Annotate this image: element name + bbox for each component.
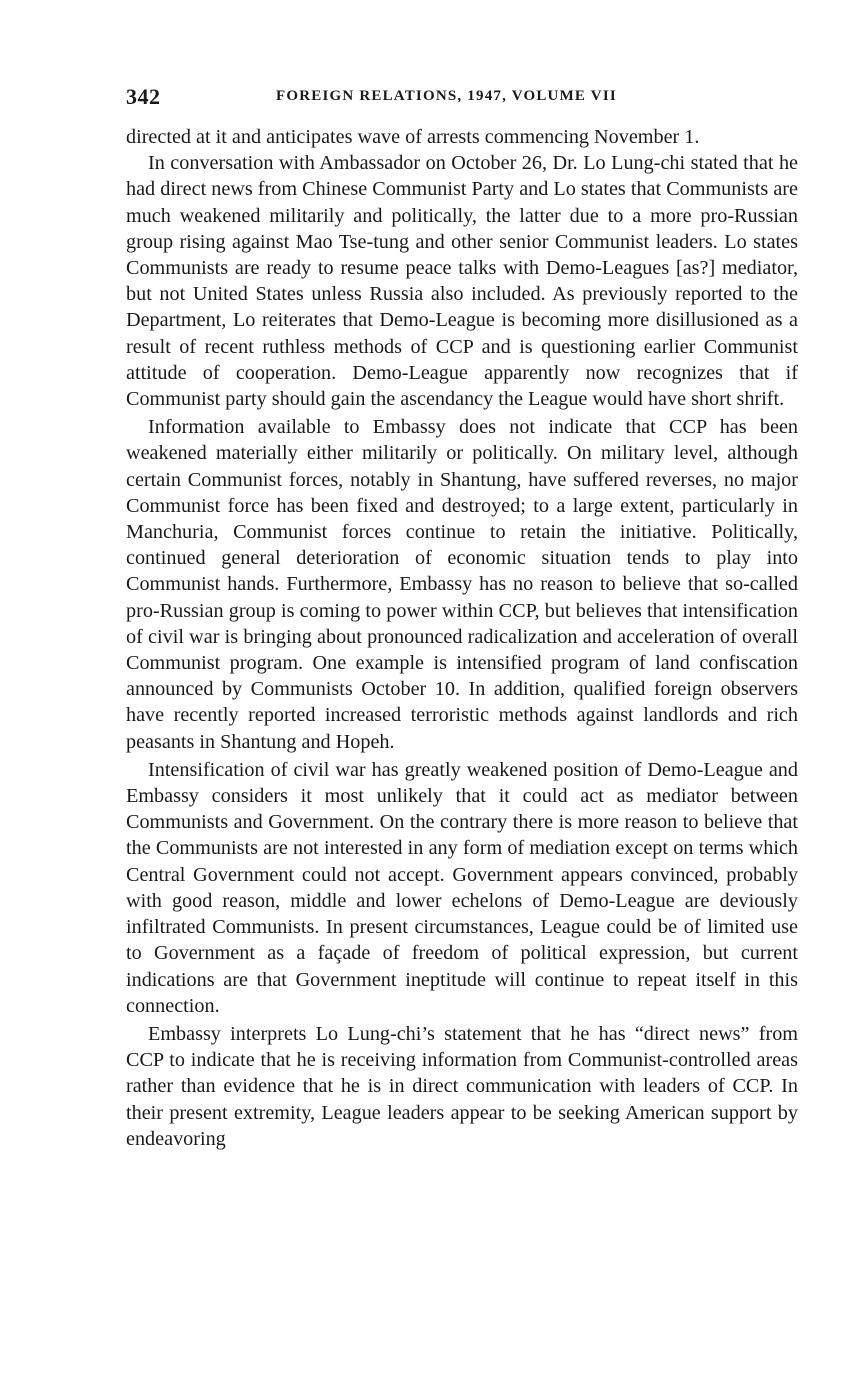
paragraph-lo-conversation: In conversation with Ambassador on October 26, Dr. Lo Lung-chi stated that he had direct news from Chinese Communist Party and Lo states that Communists are much weakened militarily and politically, the latter due to a more pro-Russian group rising against Mao Tse-tung and other senior Communist leaders. Lo states Communists are ready to resume peace talks with Demo-Leagues [as?] mediator, but not United States unless Russia also included. As previously reported to the Department, Lo reiterates that Demo-League is becoming more disillusioned as a result of recent ruthless methods of CCP and is questioning earlier Communist attitude of cooperation. Demo-League apparently now recognizes that if Communist party should gain the ascendancy the League would have short shrift. [126, 152, 798, 411]
document-page [126, 84, 798, 1152]
running-header [126, 84, 798, 114]
paragraph-continuation: directed at it and anticipates wave of arrests commencing November 1. [126, 126, 700, 148]
body-text [126, 124, 798, 1152]
paragraph-civil-war-intensification: Intensification of civil war has greatly weakened position of Demo-League and Embassy considers it most unlikely that it could act as mediator between Communists and Government. On the contrary there is more reason to believe that the Communists are not interested in any form of mediation except on terms which Central Government could not accept. Government appears convinced, probably with good reason, middle and lower echelons of Demo-League are deviously infiltrated Communists. In present circumstances, League could be of limited use to Government as a façade of freedom of political expression, but current indications are that Government ineptitude will continue to repeat itself in this connection. [126, 758, 798, 1017]
paragraph-embassy-interpretation: Embassy interprets Lo Lung-chi’s statement that he has “direct news” from CCP to indicate that he is receiving information from Communist-controlled areas rather than evidence that he is in direct communication with leaders of CCP. In their present extremity, League leaders appear to be seeking American support by endeavoring [126, 1022, 798, 1150]
running-title: FOREIGN RELATIONS, 1947, VOLUME VII [276, 88, 617, 104]
page-number: 342 [126, 84, 161, 109]
paragraph-embassy-information: Information available to Embassy does not indicate that CCP has been weakened materially either militarily or politically. On military level, although certain Communist forces, notably in Shantung, have suffered reverses, no major Communist force has been fixed and destroyed; to a large extent, particularly in Manchuria, Communist forces continue to retain the initiative. Politically, continued general deterioration of economic situation tends to play into Communist hands. Furthermore, Embassy has no reason to believe that so-called pro-Russian group is coming to power within CCP, but believes that intensification of civil war is bringing about pronounced radicalization and acceleration of overall Communist program. One example is intensified program of land confiscation announced by Communists October 10. In addition, qualified foreign observers have recently reported increased terroristic methods against landlords and rich peasants in Shantung and Hopeh. [126, 416, 798, 753]
